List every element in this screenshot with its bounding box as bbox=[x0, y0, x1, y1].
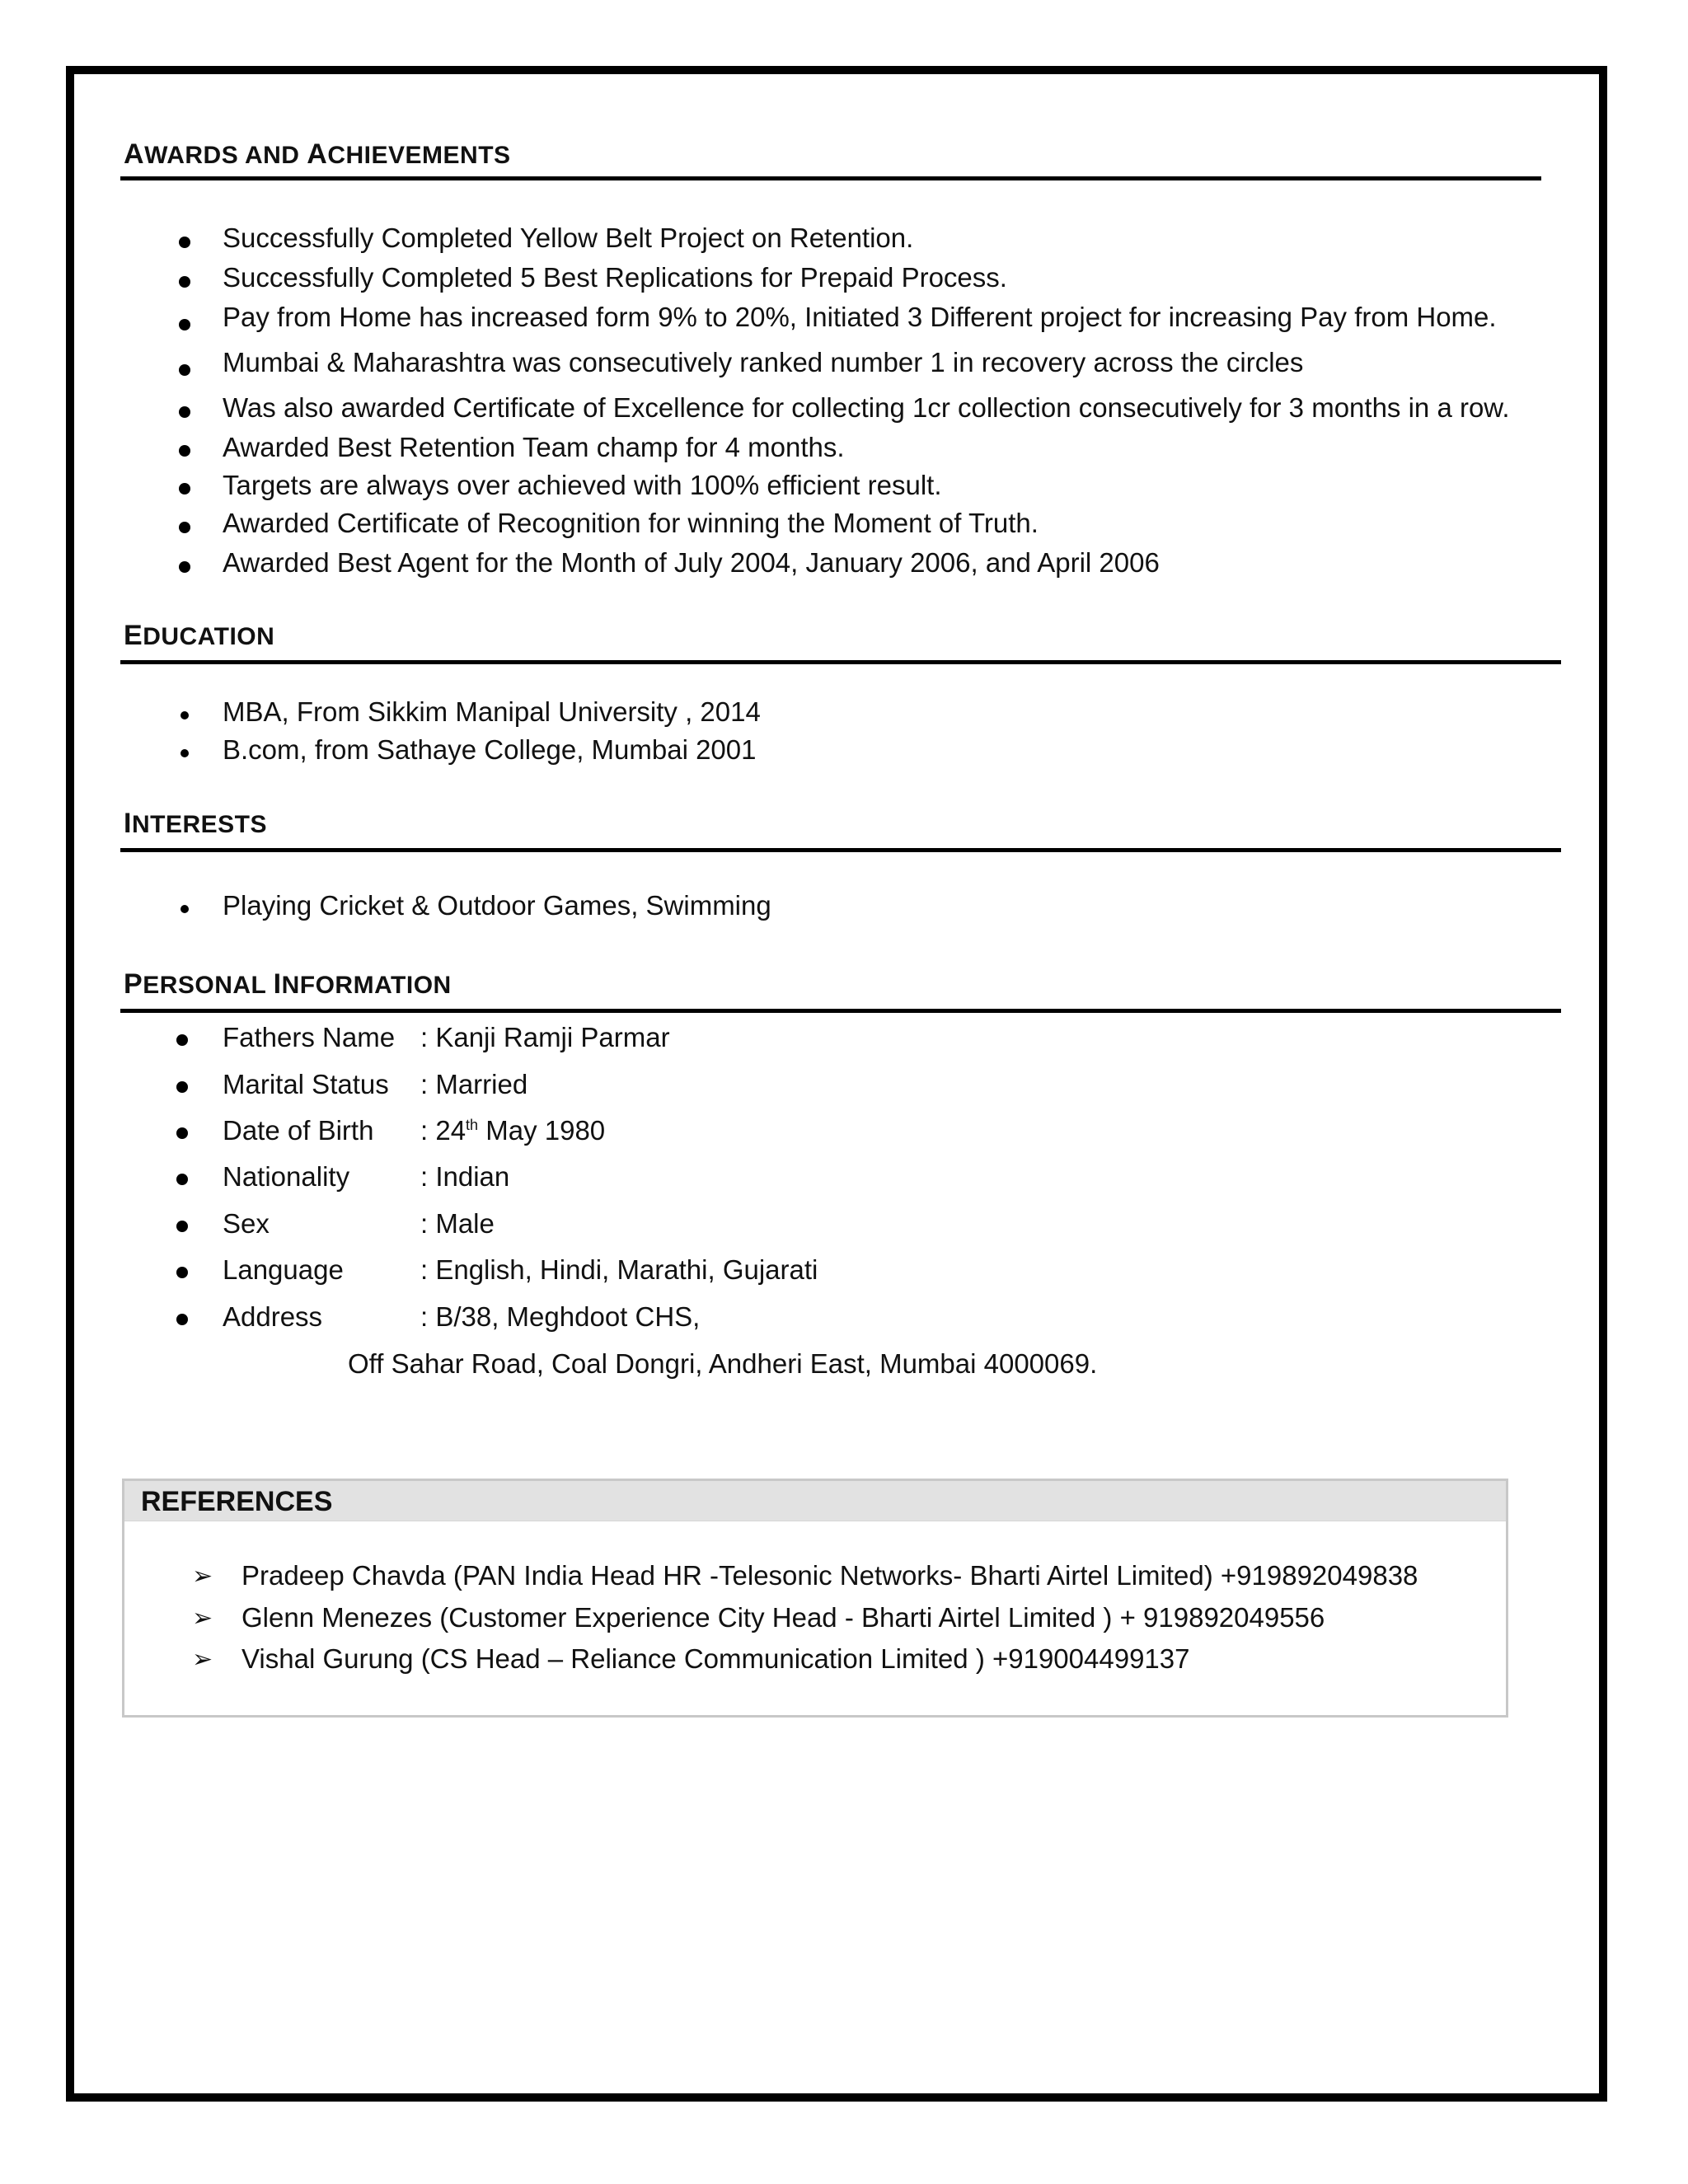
list-item: Awarded Best Retention Team champ for 4 months. bbox=[223, 432, 1510, 470]
references-box bbox=[122, 1479, 1508, 1718]
reference-item: Vishal Gurung (CS Head – Reliance Communication Limited ) +919004499137 bbox=[241, 1643, 1190, 1674]
bullet-icon bbox=[181, 905, 189, 913]
list-item: Playing Cricket & Outdoor Games, Swimming bbox=[223, 890, 771, 928]
bullet-icon bbox=[176, 1174, 188, 1185]
info-row-marital-status: Marital Status : Married bbox=[223, 1069, 528, 1099]
bullet-icon bbox=[176, 1314, 188, 1325]
bullet-icon bbox=[176, 1127, 188, 1139]
education-list bbox=[223, 696, 761, 772]
personal-info-rule bbox=[120, 1009, 1561, 1013]
bullet-icon bbox=[181, 749, 189, 757]
bullet-icon bbox=[179, 237, 190, 248]
reference-item: Glenn Menezes (Customer Experience City Head - Bharti Airtel Limited ) + 919892049556 bbox=[241, 1602, 1325, 1633]
bullet-icon bbox=[176, 1267, 188, 1278]
list-item: MBA, From Sikkim Manipal University , 2014 bbox=[223, 696, 761, 734]
bullet-icon bbox=[179, 319, 190, 330]
bullet-icon bbox=[179, 483, 190, 494]
info-row-sex: Sex : Male bbox=[223, 1208, 495, 1239]
arrow-bullet-icon: ➢ bbox=[192, 1563, 213, 1590]
list-item: B.com, from Sathaye College, Mumbai 2001 bbox=[223, 734, 761, 772]
arrow-bullet-icon: ➢ bbox=[192, 1646, 213, 1673]
info-row-date-of-birth: Date of Birth : 24th May 1980 bbox=[223, 1115, 606, 1146]
bullet-icon bbox=[179, 406, 190, 418]
bullet-icon bbox=[179, 561, 190, 573]
bullet-icon bbox=[176, 1034, 188, 1046]
address-line-2: Off Sahar Road, Coal Dongri, Andheri East, Mumbai 4000069. bbox=[348, 1348, 1098, 1379]
references-title: REFERENCES bbox=[141, 1486, 333, 1517]
info-row-nationality: Nationality : Indian bbox=[223, 1161, 510, 1192]
info-row-language: Language : English, Hindi, Marathi, Gujarati bbox=[223, 1254, 818, 1285]
awards-heading: AWARDS AND ACHIEVEMENTS bbox=[124, 138, 511, 170]
info-row-fathers-name: Fathers Name : Kanji Ramji Parmar bbox=[223, 1022, 670, 1052]
list-item: Pay from Home has increased form 9% to 20%, Initiated 3 Different project for increasing Pay from Home. bbox=[223, 302, 1510, 347]
list-item: Successfully Completed Yellow Belt Project on Retention. bbox=[223, 223, 1510, 262]
bullet-icon bbox=[179, 364, 190, 376]
references-header bbox=[124, 1481, 1506, 1521]
bullet-icon bbox=[181, 711, 189, 719]
interests-heading: INTERESTS bbox=[124, 808, 267, 839]
education-heading: EDUCATION bbox=[124, 620, 275, 651]
info-row-address: Address : B/38, Meghdoot CHS, bbox=[223, 1301, 701, 1332]
list-item: Awarded Best Agent for the Month of July 2004, January 2006, and April 2006 bbox=[223, 547, 1510, 587]
bullet-icon bbox=[176, 1221, 188, 1232]
interests-rule bbox=[120, 848, 1561, 852]
reference-item: Pradeep Chavda (PAN India Head HR -Telesonic Networks- Bharti Airtel Limited) +919892049838 bbox=[241, 1560, 1418, 1591]
education-rule bbox=[120, 660, 1561, 664]
bullet-icon bbox=[179, 522, 190, 533]
list-item: Was also awarded Certificate of Excellence for collecting 1cr collection consecutively for 3 months in a row. bbox=[223, 392, 1510, 432]
bullet-icon bbox=[179, 276, 190, 288]
awards-list bbox=[223, 223, 1510, 587]
interests-list bbox=[223, 890, 771, 928]
list-item: Mumbai & Maharashtra was consecutively ranked number 1 in recovery across the circles bbox=[223, 347, 1510, 392]
arrow-bullet-icon: ➢ bbox=[192, 1605, 213, 1632]
list-item: Targets are always over achieved with 100% efficient result. bbox=[223, 470, 1510, 508]
bullet-icon bbox=[179, 445, 190, 457]
list-item: Successfully Completed 5 Best Replications for Prepaid Process. bbox=[223, 262, 1510, 302]
awards-rule bbox=[120, 176, 1541, 180]
list-item: Awarded Certificate of Recognition for winning the Moment of Truth. bbox=[223, 508, 1510, 547]
bullet-icon bbox=[176, 1081, 188, 1093]
personal-info-heading: PERSONAL INFORMATION bbox=[124, 968, 452, 1000]
